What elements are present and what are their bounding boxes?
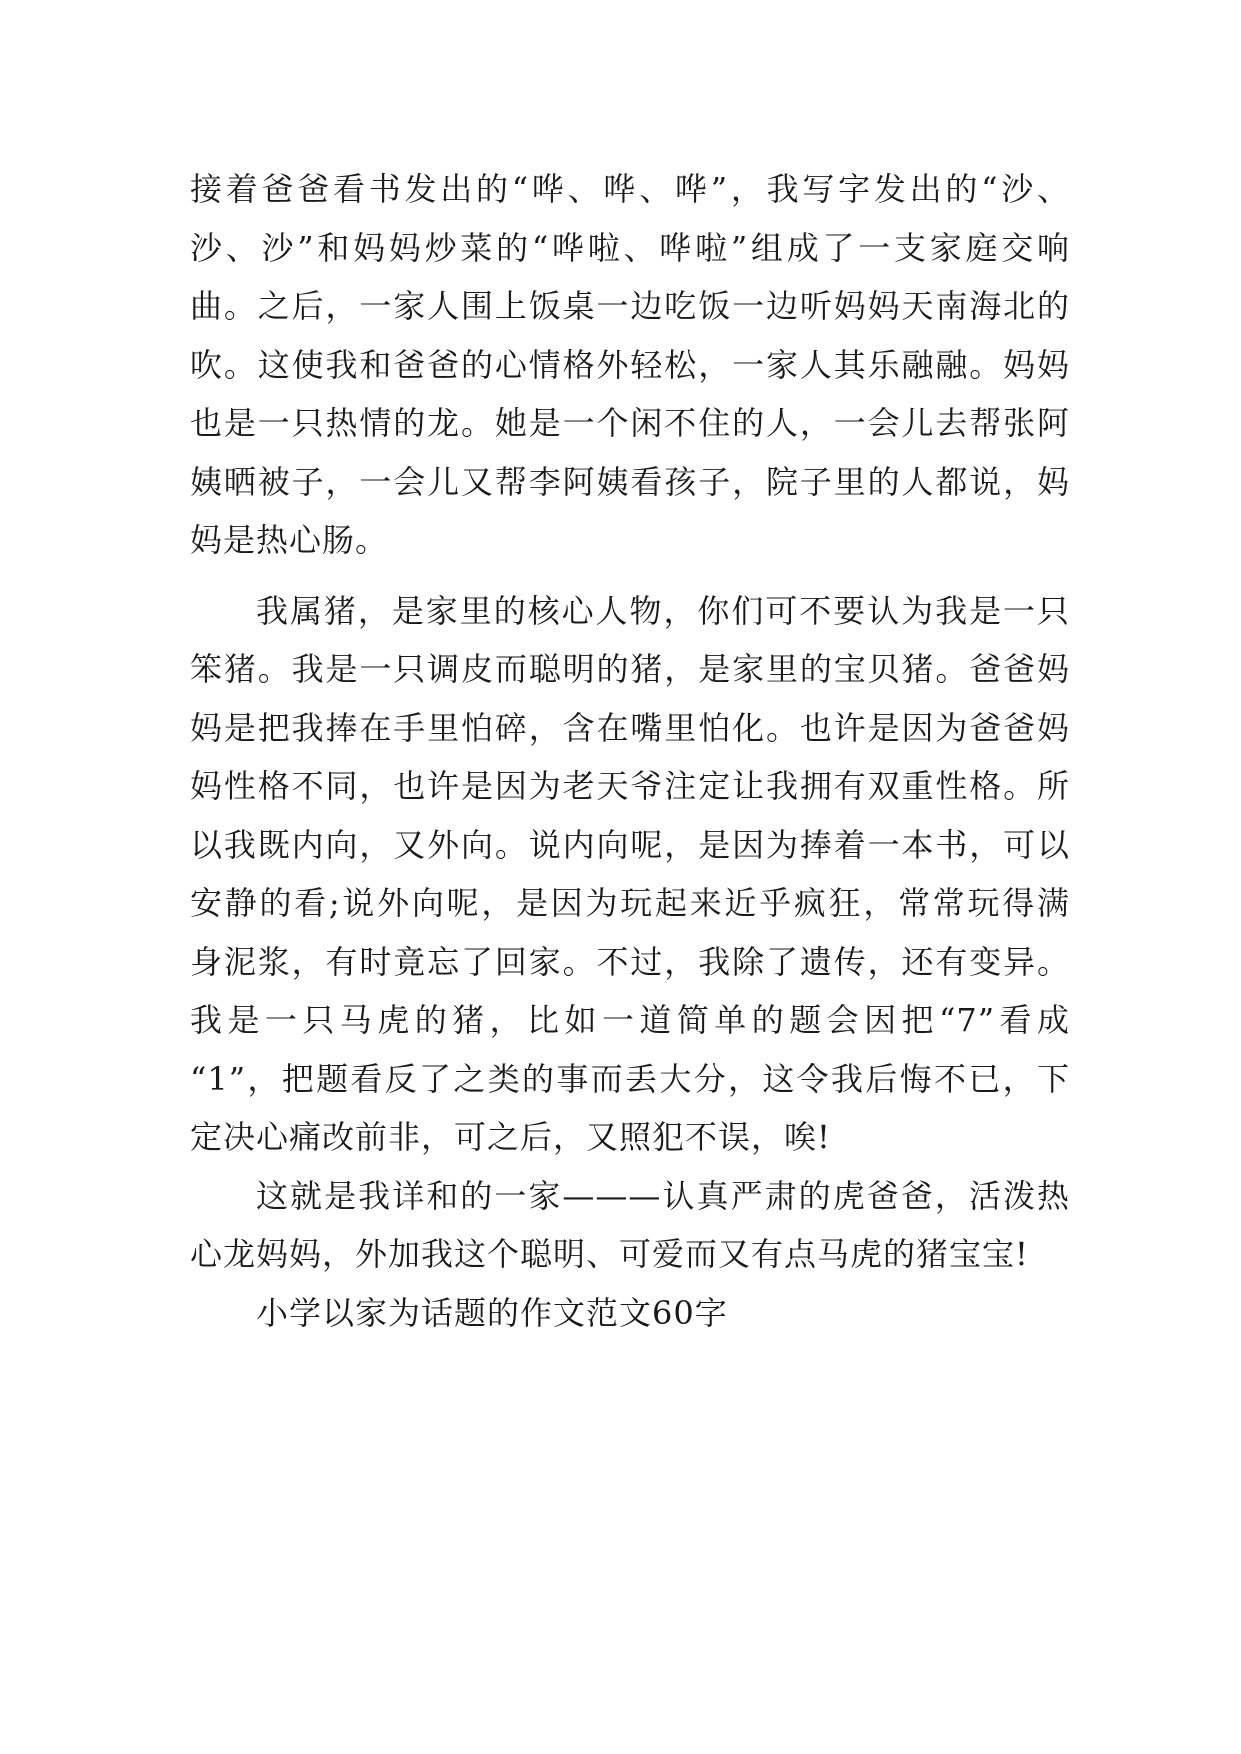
text-line: 妈是把我捧在手里怕碎，含在嘴里怕化。也许是因为爸爸妈 [190, 708, 1070, 747]
text-line: 接着爸爸看书发出的“哗、哗、哗”，我写字发出的“沙、 [190, 170, 1070, 208]
text-line: 妈是热心肠。 [190, 521, 389, 559]
text-line: 身泥浆，有时竟忘了回家。不过，我除了遗传，还有变异。 [190, 942, 1070, 981]
text-line: “1”，把题看反了之类的事而丢大分，这令我后悔不已，下 [190, 1059, 1070, 1098]
text-line: 笨猪。我是一只调皮而聪明的猪，是家里的宝贝猪。爸爸妈 [190, 650, 1070, 688]
document-body [190, 160, 1070, 1342]
text-line: 妈性格不同，也许是因为老天爷注定让我拥有双重性格。所 [190, 767, 1070, 805]
paragraph-gap [190, 570, 1070, 582]
text-line: 姨晒被子，一会儿又帮李阿姨看孩子，院子里的人都说，妈 [190, 462, 1070, 501]
text-line: 这就是我详和的一家———认真严肃的虎爸爸，活泼热 [256, 1176, 1070, 1215]
text-line: 定决心痛改前非，可之后，又照犯不误，唉! [190, 1118, 831, 1156]
article-title-line: 小学以家为话题的作文范文60字 [256, 1293, 728, 1332]
paragraph-3 [190, 1167, 1070, 1284]
text-line: 也是一只热情的龙。她是一个闲不住的人，一会儿去帮张阿 [190, 404, 1070, 442]
text-line: 吹。这使我和爸爸的心情格外轻松，一家人其乐融融。妈妈 [190, 345, 1070, 384]
text-line: 心龙妈妈，外加我这个聪明、可爱而又有点马虎的猪宝宝! [190, 1235, 1029, 1273]
text-line: 我属猪，是家里的核心人物，你们可不要认为我是一只 [256, 591, 1070, 630]
text-line: 沙、沙”和妈妈炒菜的“哗啦、哗啦”组成了一支家庭交响 [190, 228, 1070, 267]
text-line: 以我既内向，又外向。说内向呢，是因为捧着一本书，可以 [190, 825, 1070, 864]
paragraph-2 [190, 582, 1070, 1167]
text-line: 我是一只马虎的猪，比如一道简单的题会因把“7”看成 [190, 1001, 1070, 1039]
paragraph-4 [190, 1284, 1070, 1343]
text-line: 曲。之后，一家人围上饭桌一边吃饭一边听妈妈天南海北的 [190, 287, 1070, 325]
paragraph-1 [190, 160, 1070, 570]
text-line: 安静的看;说外向呢，是因为玩起来近乎疯狂，常常玩得满 [190, 884, 1070, 922]
